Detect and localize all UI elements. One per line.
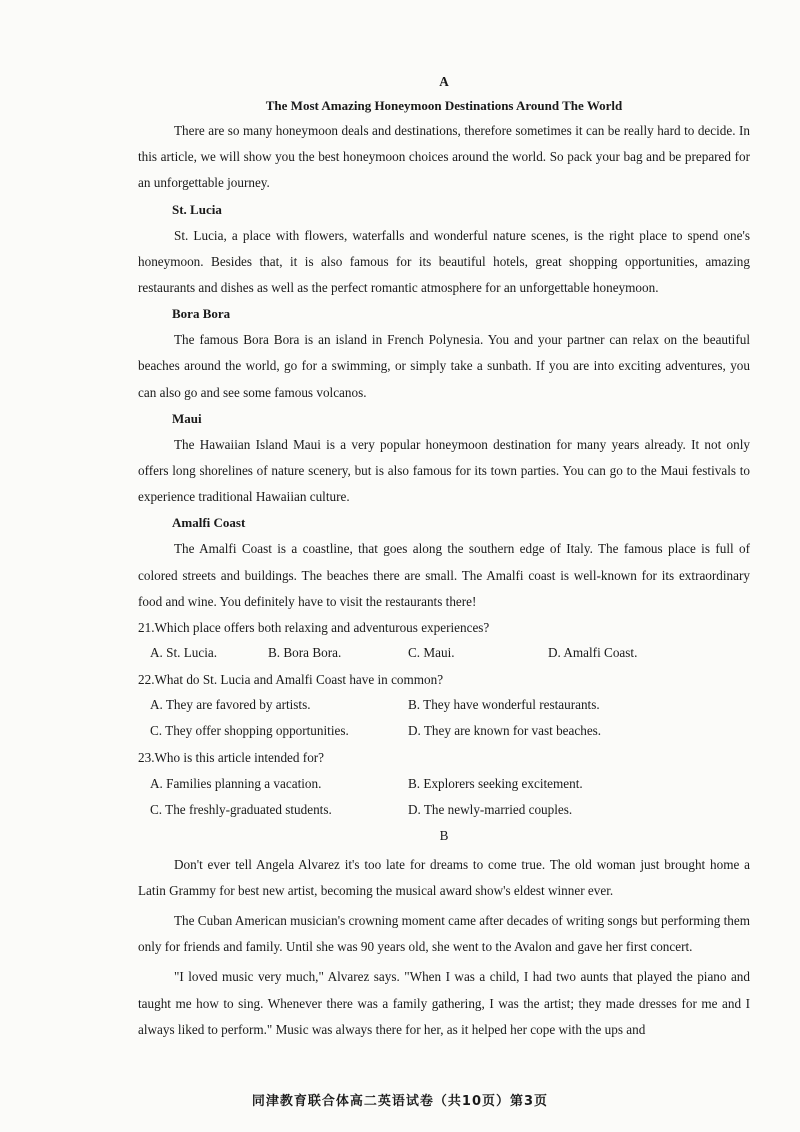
question-22-options-row1: [138, 693, 750, 719]
place-heading-amalfi: Amalfi Coast: [172, 515, 246, 531]
question-22-options-row2: [138, 719, 750, 745]
article-title: The Most Amazing Honeymoon Destinations Around The World: [265, 98, 623, 113]
intro-paragraph: There are so many honeymoon deals and destinations, therefore sometimes it can be really hard to decide. In this article, we will show you the best honeymoon choices around the world. So pack your bag and be prepared for an unforgettable journey.: [138, 123, 750, 191]
section-a-letter: A: [439, 74, 449, 89]
option-a: A. They are favored by artists.: [150, 697, 311, 713]
question-21-options: [138, 641, 750, 667]
question-23-options-row2: [138, 798, 750, 824]
question-23-options-row1: [138, 772, 750, 798]
place-paragraph-bora-bora: The famous Bora Bora is an island in French Polynesia. You and your partner can relax on the beautiful beaches around the world, go for a swimming, or simply take a sunbath. If you are into exciting adventures, you can also go and see some famous volcanos.: [138, 332, 750, 400]
question-23: 23.Who is this article intended for?: [138, 750, 325, 766]
option-c: C. They offer shopping opportunities.: [150, 723, 349, 739]
section-b-letter: B: [439, 827, 449, 843]
place-paragraph-maui: The Hawaiian Island Maui is a very popular honeymoon destination for many years already. It not only offers long shorelines of nature scenery, but is also famous for its town parties. You can go to the Maui festivals to experience traditional Hawaiian culture.: [138, 436, 750, 505]
option-a: A. St. Lucia.: [150, 645, 218, 661]
place-heading-bora-bora: Bora Bora: [172, 306, 231, 322]
option-c: C. The freshly-graduated students.: [150, 801, 332, 817]
place-paragraph-amalfi: The Amalfi Coast is a coastline, that goes along the southern edge of Italy. The famous place is full of colored streets and buildings. The beaches there are small. The Amalfi coast is well-known for its extraordinary food and wine. You definitely have to visit the restaurants there!: [138, 541, 750, 609]
place-paragraph-st-lucia: St. Lucia, a place with flowers, waterfalls and wonderful nature scenes, is the right place to spend one's honeymoon. Besides that, it is also famous for its beautiful hotels, great shopping opportunities, amazing restaurants and dishes as well as the perfect romantic atmosphere for an unforgettable honeymoon.: [138, 227, 750, 296]
question-22: 22.What do St. Lucia and Amalfi Coast have in common?: [138, 672, 444, 688]
option-b: B. Bora Bora.: [268, 645, 342, 661]
section-b-paragraph-2: The Cuban American musician's crowning moment came after decades of writing songs but performing them only for friends and family. Until she was 90 years old, she went to the Avalon and gave her first concert.: [138, 913, 750, 955]
section-b-paragraph-1: Don't ever tell Angela Alvarez it's too late for dreams to come true. The old woman just brought home a Latin Grammy for best new artist, becoming the musical award show's eldest winner ever.: [138, 856, 750, 898]
option-d: D. They are known for vast beaches.: [408, 723, 602, 739]
page-footer: 同津教育联合体高二英语试卷（共10页）第3页: [251, 1094, 549, 1109]
option-b: B. They have wonderful restaurants.: [408, 697, 600, 713]
place-heading-st-lucia: St. Lucia: [172, 201, 222, 217]
option-d: D. Amalfi Coast.: [548, 645, 638, 661]
option-c: C. Maui.: [408, 645, 455, 661]
option-d: D. The newly-married couples.: [408, 801, 573, 817]
option-a: A. Families planning a vacation.: [150, 775, 322, 791]
section-b-paragraph-3: "I loved music very much," Alvarez says. "When I was a child, I had two aunts that played the piano and taught me how to sing. Whenever there was a family gathering, I was the artist; they made dresses for me and I always liked to perform." Music was always there for her, as it helped her cope with the ups and: [138, 969, 750, 1037]
section-a: [138, 70, 750, 1043]
question-21: 21.Which place offers both relaxing and adventurous experiences?: [138, 620, 490, 636]
option-b: B. Explorers seeking excitement.: [408, 775, 583, 791]
place-heading-maui: Maui: [172, 410, 202, 426]
